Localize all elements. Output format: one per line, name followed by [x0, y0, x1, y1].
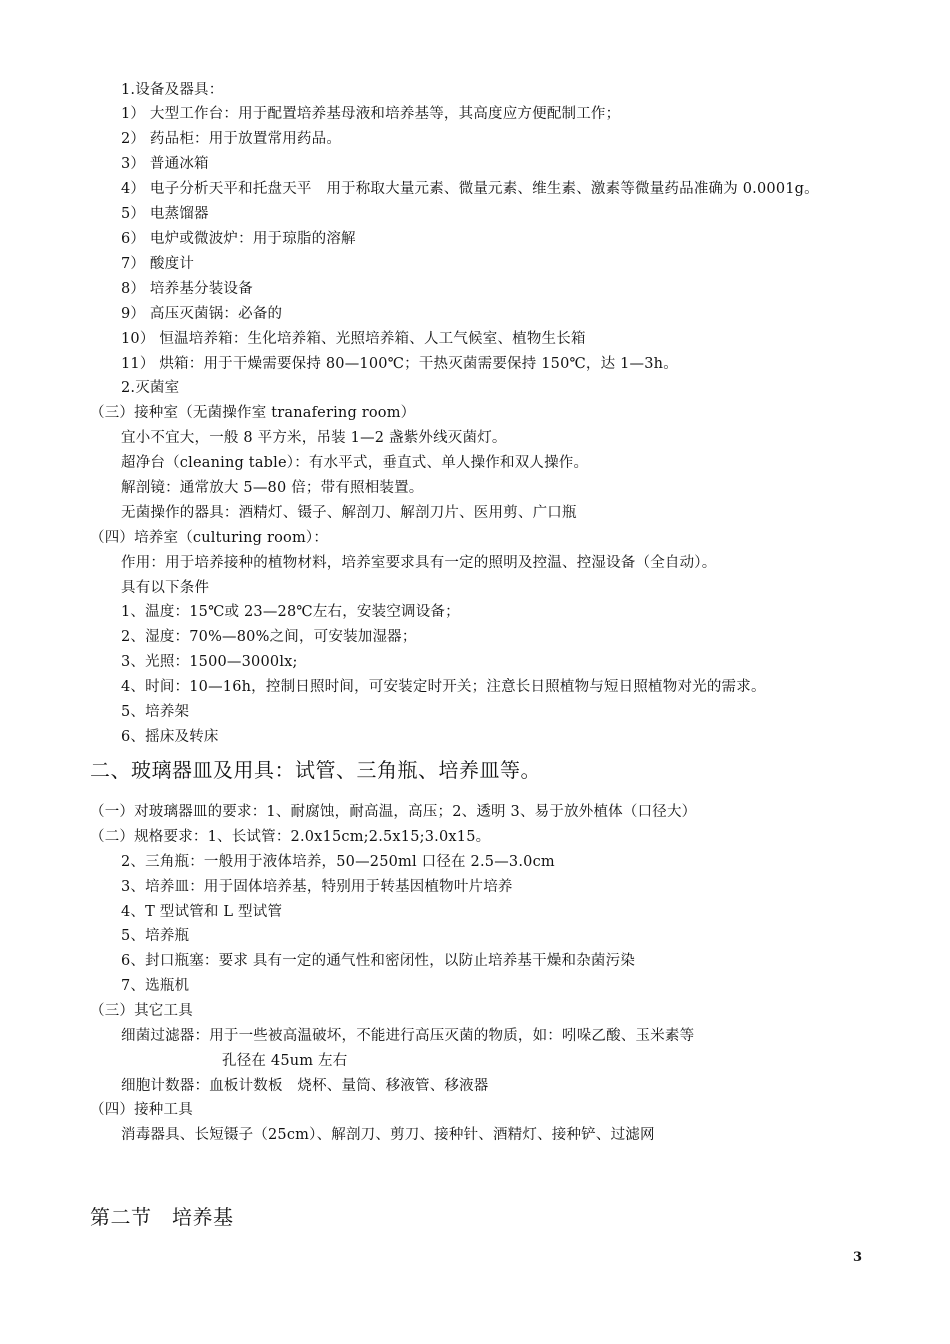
text-line: 11） 烘箱：用于干燥需要保持 80—100℃；干热灭菌需要保持 150℃，达 1—3h。	[121, 356, 678, 372]
text-line: 6、摇床及转床	[121, 729, 219, 745]
text-line: 超净台（cleaning table）：有水平式，垂直式、单人操作和双人操作。	[121, 455, 589, 471]
text-line: （三）其它工具	[90, 1003, 193, 1019]
text-line: 4、T 型试管和 L 型试管	[121, 904, 283, 920]
text-line: 宜小不宜大，一般 8 平方米，吊装 1—2 盏紫外线灭菌灯。	[121, 430, 507, 446]
subsection-title: 第二节 培养基	[90, 1205, 234, 1229]
text-line: 作用：用于培养接种的植物材料，培养室要求具有一定的照明及控温、控湿设备（全自动）。	[121, 555, 717, 571]
text-line: 细胞计数器：血板计数板 烧杯、量筒、移液管、移液器	[121, 1078, 489, 1094]
page-number: 3	[853, 1250, 863, 1265]
text-line: （四）培养室（culturing room）：	[90, 530, 329, 546]
text-line: 解剖镜：通常放大 5—80 倍；带有照相装置。	[121, 480, 424, 496]
text-line: 具有以下条件	[121, 580, 210, 596]
text-line: 5、培养瓶	[121, 928, 190, 944]
text-line: 4、时间：10—16h，控制日照时间，可安装定时开关；注意长日照植物与短日照植物对光的需求。	[121, 679, 766, 695]
text-line: 10） 恒温培养箱：生化培养箱、光照培养箱、人工气候室、植物生长箱	[121, 331, 586, 347]
text-line: 5、培养架	[121, 704, 190, 720]
text-line: 细菌过滤器：用于一些被高温破坏，不能进行高压灭菌的物质，如：吲哚乙酸、玉米素等	[121, 1028, 695, 1044]
text-line: 孔径在 45um 左右	[222, 1053, 348, 1069]
text-line: 9） 高压灭菌锅：必备的	[121, 306, 283, 322]
text-line: 6、封口瓶塞：要求 具有一定的通气性和密闭性，以防止培养基干燥和杂菌污染	[121, 953, 636, 969]
text-line: 7） 酸度计	[121, 256, 195, 272]
text-line: 1.设备及器具：	[121, 82, 224, 98]
text-line: 7、选瓶机	[121, 978, 190, 994]
text-line: 3） 普通冰箱	[121, 156, 209, 172]
text-line: 3、培养皿：用于固体培养基，特别用于转基因植物叶片培养	[121, 879, 513, 895]
text-line: 2） 药品柜：用于放置常用药品。	[121, 131, 342, 147]
text-line: （四）接种工具	[90, 1102, 193, 1118]
text-line: 1） 大型工作台：用于配置培养基母液和培养基等，其高度应方便配制工作；	[121, 106, 621, 122]
text-line: 消毒器具、长短镊子（25cm）、解剖刀、剪刀、接种针、酒精灯、接种铲、过滤网	[121, 1127, 655, 1143]
text-line: 2.灭菌室	[121, 380, 180, 396]
text-line: 2、湿度：70%—80%之间，可安装加湿器；	[121, 629, 417, 645]
text-line: 6） 电炉或微波炉：用于琼脂的溶解	[121, 231, 356, 247]
text-line: 4） 电子分析天平和托盘天平 用于称取大量元素、微量元素、维生素、激素等微量药品准确为 0.0001g。	[121, 181, 819, 197]
text-line: 5） 电蒸馏器	[121, 206, 209, 222]
text-line: 2、三角瓶：一般用于液体培养，50—250ml 口径在 2.5—3.0cm	[121, 854, 555, 870]
text-line: （二）规格要求：1、长试管：2.0x15cm;2.5x15;3.0x15。	[90, 829, 491, 845]
text-line: 1、温度：15℃或 23—28℃左右，安装空调设备；	[121, 604, 460, 620]
text-line: （三）接种室（无菌操作室 tranafering room）	[90, 405, 416, 421]
text-line: 3、光照：1500—3000lx;	[121, 654, 298, 670]
section-heading: 二、玻璃器皿及用具：试管、三角瓶、培养皿等。	[90, 758, 541, 782]
text-line: 8） 培养基分装设备	[121, 281, 253, 297]
text-line: 无菌操作的器具：酒精灯、镊子、解剖刀、解剖刀片、医用剪、广口瓶	[121, 505, 577, 521]
text-line: （一）对玻璃器皿的要求：1、耐腐蚀，耐高温，高压；2、透明 3、易于放外植体（口径大）	[90, 804, 697, 820]
